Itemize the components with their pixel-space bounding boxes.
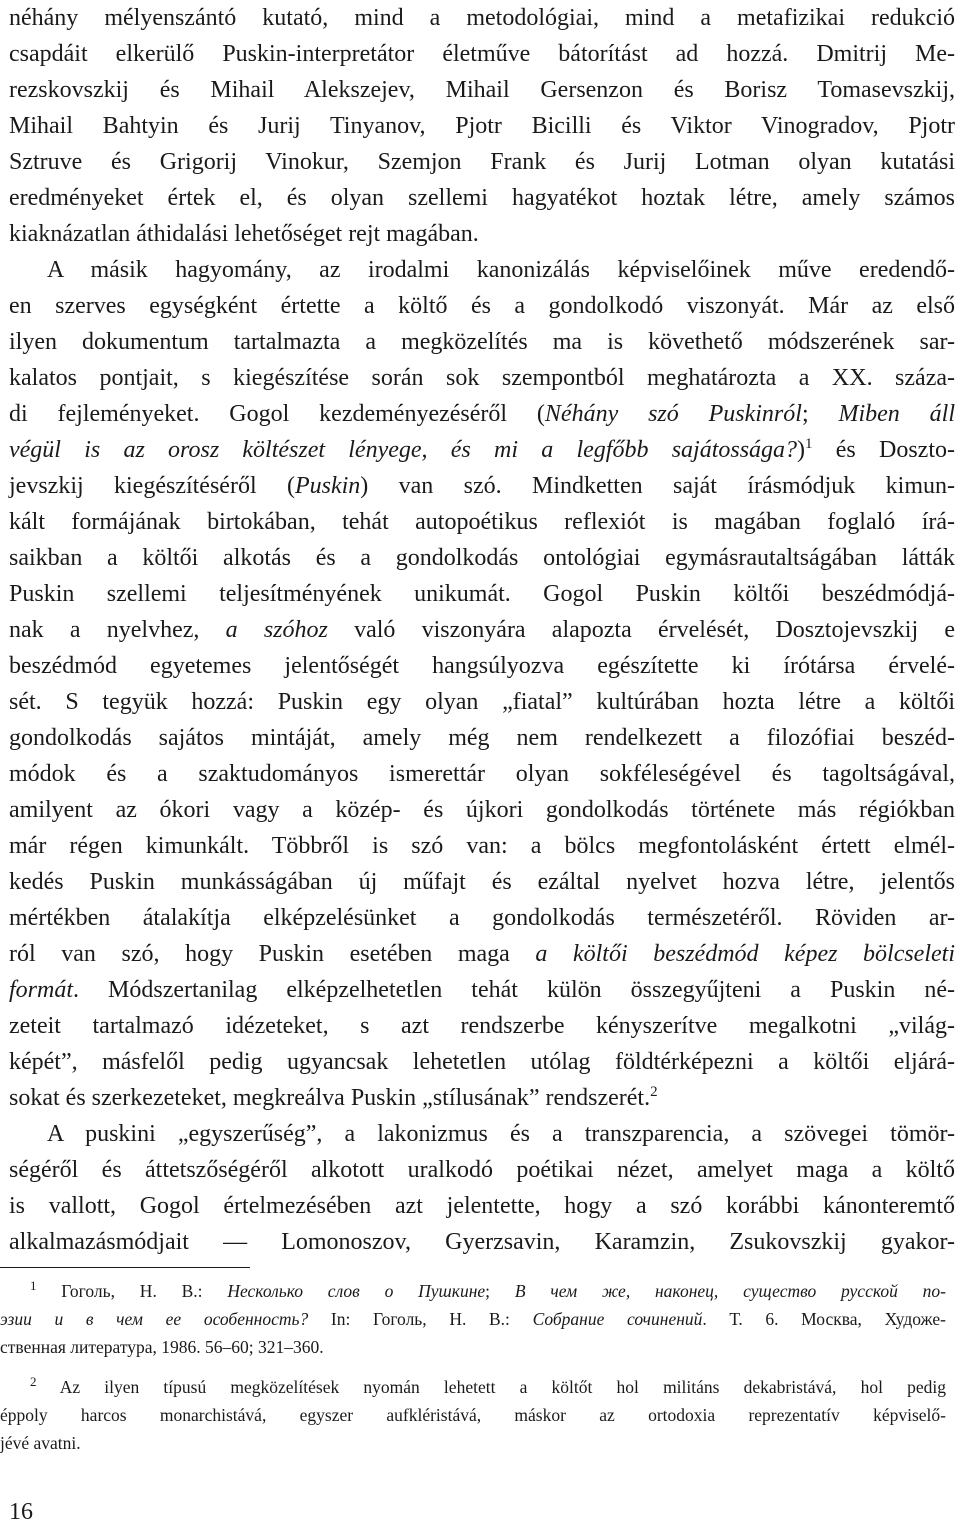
body_lines-line	[9, 936, 955, 972]
footnote-marker: 2	[650, 1084, 658, 1100]
body_lines-line	[9, 0, 955, 36]
text-segment: is vallott, Gogol értelmezésében azt jelentette, hogy a szó korábbi kánonteremtő	[9, 1193, 955, 1219]
text-segment: néhány mélyenszántó kutató, mind a metodológiai, mind a metafizikai redukció	[9, 5, 955, 31]
text-segment: módok és a szaktudományos ismerettár olyan sokféleségével és tagoltságával,	[9, 761, 955, 787]
text-segment: kiaknázatlan áthidalási lehetőséget rejt magában.	[9, 221, 479, 247]
text-segment: . Módszertanilag elképzelhetetlen tehát külön összegyűjteni a Puskin né-	[73, 977, 955, 1003]
text-segment: )	[797, 437, 806, 463]
text-segment: ségéről és áttetszőségéről alkotott uralkodó poétikai nézet, amelyet maga a költő	[9, 1157, 955, 1183]
body_lines-line	[9, 1116, 955, 1152]
text-segment: . Т. 6. Москва, Художе-	[702, 1309, 946, 1329]
text-segment: A puskini „egyszerűség”, a lakonizmus és a transzparencia, a szövegei tömör-	[47, 1121, 955, 1147]
italic-text: Puskin	[294, 473, 361, 499]
body_lines-line	[9, 288, 955, 324]
italic-text: Собрание сочинений	[532, 1309, 703, 1329]
body_lines-line	[9, 36, 955, 72]
footnote-marker: 1	[30, 1278, 37, 1294]
body_lines-line	[9, 324, 955, 360]
body_lines-line	[9, 720, 955, 756]
footnotes.1.lines-line	[0, 1429, 946, 1457]
text-segment: jévé avatni.	[0, 1433, 81, 1453]
italic-text: эзии и в чем ее особенность?	[0, 1309, 309, 1329]
text-segment: Sztruve és Grigorij Vinokur, Szemjon Frank és Jurij Lotman olyan kutatási	[9, 149, 955, 175]
text-segment: ;	[485, 1281, 515, 1301]
text-segment: saikban a költői alkotás és a gondolkodás ontológiai egymásrautaltságában látták	[9, 545, 955, 571]
text-segment: jevszkij kiegészítéséről (	[9, 473, 295, 499]
page-number: 16	[9, 1499, 33, 1525]
text-segment: Гоголь, Н. В.:	[36, 1281, 228, 1301]
text-segment: sokat és szerkezeteket, megkreálva Puskin „stílusának” rendszerét.	[9, 1085, 651, 1111]
text-segment: való viszonyára alapozta érvelését, Dosztojevszkij e	[327, 617, 955, 643]
page-body	[9, 0, 955, 1260]
body_lines-line	[9, 576, 955, 612]
body_lines-line	[9, 180, 955, 216]
body_lines-line	[9, 432, 955, 468]
body_lines-line	[9, 1044, 955, 1080]
italic-text: végül is az orosz költészet lényege, és mi a legfőbb sajátossága?	[9, 437, 798, 463]
body_lines-line	[9, 1008, 955, 1044]
text-segment: kedés Puskin munkásságában új műfajt és ezáltal nyelvet hozva létre, jelentős	[9, 869, 955, 895]
body_lines-line	[9, 144, 955, 180]
body_lines-line	[9, 396, 955, 432]
body_lines-line	[9, 1188, 955, 1224]
text-segment: rezskovszkij és Mihail Alekszejev, Mihail Gersenzon és Borisz Tomasevszkij,	[9, 77, 955, 103]
footnotes.1.lines-line	[0, 1401, 946, 1429]
text-segment: ;	[801, 401, 839, 427]
body_lines-line	[9, 540, 955, 576]
text-segment: nak a nyelvhez,	[9, 617, 226, 643]
italic-text: Néhány szó Puskinról	[544, 401, 802, 427]
italic-text: formát	[9, 977, 74, 1003]
text-segment: Puskin szellemi teljesítményének unikumát. Gogol Puskin költői beszédmódjá-	[9, 581, 955, 607]
text-segment: sét. S tegyük hozzá: Puskin egy olyan „fiatal” kultúrában hozta létre a költői	[9, 689, 955, 715]
text-segment: Mihail Bahtyin és Jurij Tinyanov, Pjotr Bicilli és Viktor Vinogradov, Pjotr	[9, 113, 955, 139]
text-segment: képét”, másfelől pedig ugyancsak lehetetlen utólag földtérképezni a költői eljárá-	[9, 1049, 955, 1075]
text-segment: gondolkodás sajátos mintáját, amely még nem rendelkezett a filozófiai beszéd-	[9, 725, 955, 751]
body_lines-line	[9, 1152, 955, 1188]
text-segment: beszédmód egyetemes jelentőségét hangsúlyozva egészítette ki írótársa érvelé-	[9, 653, 955, 679]
footnote-2	[0, 1373, 946, 1457]
footnotes.1.lines-line	[0, 1373, 946, 1401]
text-segment: kált formájának birtokában, tehát autopoétikus reflexiót is magában foglaló írá-	[9, 509, 955, 535]
body_lines-line	[9, 756, 955, 792]
text-segment: és Doszto-	[812, 437, 955, 463]
text-segment: In: Гоголь, Н. В.:	[308, 1309, 533, 1329]
footnote-marker: 2	[30, 1374, 37, 1390]
text-segment: ственная литература, 1986. 56–60; 321–360.	[0, 1337, 324, 1357]
text-segment: zeteit tartalmazó idézeteket, s azt rendszerbe kényszerítve megalkotni „világ-	[9, 1013, 955, 1039]
body_lines-line	[9, 612, 955, 648]
footnotes.0.lines-line	[0, 1277, 946, 1305]
text-segment: alkalmazásmódjait — Lomonoszov, Gyerzsavin, Karamzin, Zsukovszkij gyakor-	[9, 1229, 955, 1255]
italic-text: Miben áll	[838, 401, 955, 427]
body_lines-line	[9, 828, 955, 864]
text-segment: kalatos pontjait, s kiegészítése során sok szempontból meghatározta a XX. száza-	[9, 365, 955, 391]
body_lines-line	[9, 216, 955, 252]
body_lines-line	[9, 108, 955, 144]
text-segment: ) van szó. Mindketten saját írásmódjuk kimun-	[360, 473, 955, 499]
footnote-marker: 1	[805, 436, 813, 452]
body_lines-line	[9, 1224, 955, 1260]
text-segment: éppoly harcos monarchistává, egyszer aufkléristává, máskor az ortodoxia reprezentatív képviselő-	[0, 1405, 946, 1425]
body_lines-line	[9, 864, 955, 900]
body_lines-line	[9, 648, 955, 684]
body_lines-line	[9, 792, 955, 828]
body_lines-line	[9, 72, 955, 108]
text-segment: Az ilyen típusú megközelítések nyomán lehetett a költőt hol militáns dekabristává, hol pedig	[36, 1377, 946, 1397]
body_lines-line	[9, 1080, 955, 1116]
body_lines-line	[9, 504, 955, 540]
text-segment: csapdáit elkerülő Puskin-interpretátor életműve bátorítást ad hozzá. Dmitrij Me-	[9, 41, 955, 67]
italic-text: a szóhoz	[225, 617, 328, 643]
text-segment: ilyen dokumentum tartalmazta a megközelítés ma is követhető módszerének sar-	[9, 329, 955, 355]
body_lines-line	[9, 972, 955, 1008]
text-segment: eredményeket értek el, és olyan szellemi hagyatékot hoztak létre, amely számos	[9, 185, 955, 211]
body_lines-line	[9, 252, 955, 288]
footnote-separator	[0, 1267, 250, 1268]
text-segment: A másik hagyomány, az irodalmi kanonizálás képviselőinek műve eredendő-	[47, 257, 955, 283]
italic-text: a költői beszédmód képez bölcseleti	[535, 941, 955, 967]
text-segment: már régen kimunkált. Többről is szó van: a bölcs megfontolásként értett elmél-	[9, 833, 955, 859]
text-segment: mértékben átalakítja elképzelésünket a gondolkodás természetéről. Röviden ar-	[9, 905, 955, 931]
body_lines-line	[9, 684, 955, 720]
body_lines-line	[9, 468, 955, 504]
text-segment: di fejleményeket. Gogol kezdeményezéséről (	[9, 401, 545, 427]
text-segment: en szerves egységként értette a költő és a gondolkodó viszonyát. Már az első	[9, 293, 955, 319]
footnote-1	[0, 1277, 946, 1361]
footnotes.0.lines-line	[0, 1305, 946, 1333]
body_lines-line	[9, 900, 955, 936]
text-segment: amilyent az ókori vagy a közép- és újkori gondolkodás története más régiókban	[9, 797, 955, 823]
text-segment: ról van szó, hogy Puskin esetében maga	[9, 941, 536, 967]
italic-text: Несколько слов о Пушкине	[227, 1281, 486, 1301]
footnotes.0.lines-line	[0, 1333, 946, 1361]
body_lines-line	[9, 360, 955, 396]
italic-text: В чем же, наконец, существо русской по-	[514, 1281, 947, 1301]
